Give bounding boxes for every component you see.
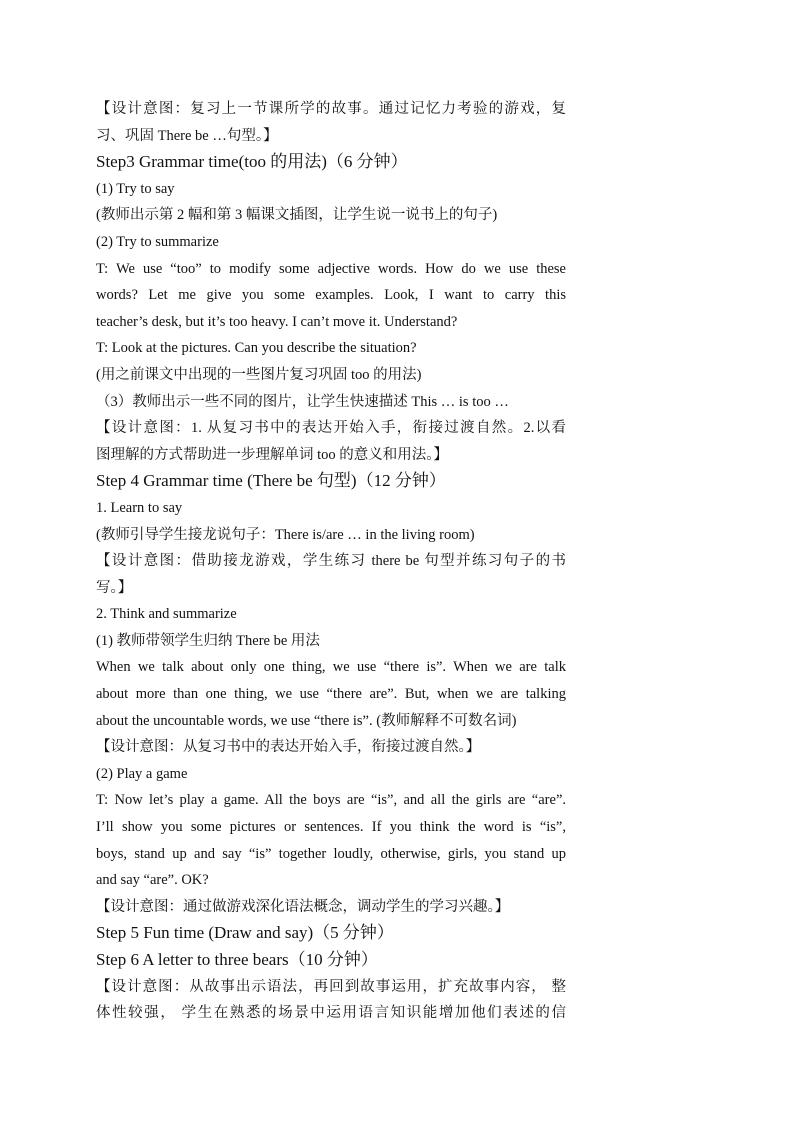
text-line: 2. Think and summarize xyxy=(96,606,237,623)
step-heading: Step 6 A letter to three bears（10 分钟） xyxy=(96,950,378,969)
text-line: and say “are”. OK? xyxy=(96,872,209,889)
step-heading: Step 4 Grammar time (There be 句型)（12 分钟） xyxy=(96,471,446,491)
text-line: about the uncountable words, we use “there is”. (教师解释不可数名词) xyxy=(96,712,517,729)
text-line: 习、巩固 There be …句型。】 xyxy=(96,127,278,144)
text-line: 【设计意图：从故事出示语法，再回到故事运用，扩充故事内容， 整 xyxy=(96,978,566,995)
text-line: （3）教师出示一些不同的图片，让学生快速描述 This … is too … xyxy=(96,393,509,410)
text-line: T: We use “too” to modify some adjective words. How do we use these xyxy=(96,260,566,277)
text-line: (用之前课文中出现的一些图片复习巩固 too 的用法) xyxy=(96,366,422,383)
text-line: When we talk about only one thing, we use “there is”. When we are talk xyxy=(96,659,566,676)
text-line: (教师出示第 2 幅和第 3 幅课文插图，让学生说一说书上的句子) xyxy=(96,207,498,224)
text-line: 【设计意图：1. 从复习书中的表达开始入手，衔接过渡自然。2.以看 xyxy=(96,420,566,437)
text-line: 1. Learn to say xyxy=(96,499,183,516)
text-line: boys, stand up and say “is” together loudly, otherwise, girls, you stand up xyxy=(96,845,566,862)
text-line: T: Now let’s play a game. All the boys are “is”, and all the girls are “are”. xyxy=(96,792,566,809)
text-line: 【设计意图：复习上一节课所学的故事。通过记忆力考验的游戏，复 xyxy=(96,101,566,117)
text-line: teacher’s desk, but it’s too heavy. I can’t move it. Understand? xyxy=(96,313,458,330)
text-line: (2) Try to summarize xyxy=(96,233,219,250)
text-line: (1) 教师带领学生归纳 There be 用法 xyxy=(96,632,320,649)
text-line: 体性较强， 学生在熟悉的场景中运用语言知识能增加他们表述的信 xyxy=(96,1005,566,1022)
text-line: 【设计意图：从复习书中的表达开始入手，衔接过渡自然。】 xyxy=(96,739,481,756)
text-line: I’ll show you some pictures or sentences. If you think the word is “is”, xyxy=(96,819,566,836)
document-body xyxy=(96,96,566,1027)
text-line: (教师引导学生接龙说句子：There is/are … in the living room) xyxy=(96,526,475,543)
text-line: about more than one thing, we use “there are”. But, when we are talking xyxy=(96,686,566,703)
step-heading: Step3 Grammar time(too 的用法)（6 分钟） xyxy=(96,152,408,172)
text-line: (1) Try to say xyxy=(96,180,175,197)
text-line: 写。】 xyxy=(96,579,133,596)
text-line: words? Let me give you some examples. Look, I want to carry this xyxy=(96,287,566,304)
text-line: (2) Play a game xyxy=(96,765,188,782)
step-heading: Step 5 Fun time (Draw and say)（5 分钟） xyxy=(96,923,394,943)
text-line: 图理解的方式帮助进一步理解单词 too 的意义和用法。】 xyxy=(96,446,449,463)
text-line: T: Look at the pictures. Can you describe the situation? xyxy=(96,340,417,357)
text-line: 【设计意图：借助接龙游戏，学生练习 there be 句型并练习句子的书 xyxy=(96,553,566,570)
text-line: 【设计意图：通过做游戏深化语法概念，调动学生的学习兴趣。】 xyxy=(96,898,510,915)
